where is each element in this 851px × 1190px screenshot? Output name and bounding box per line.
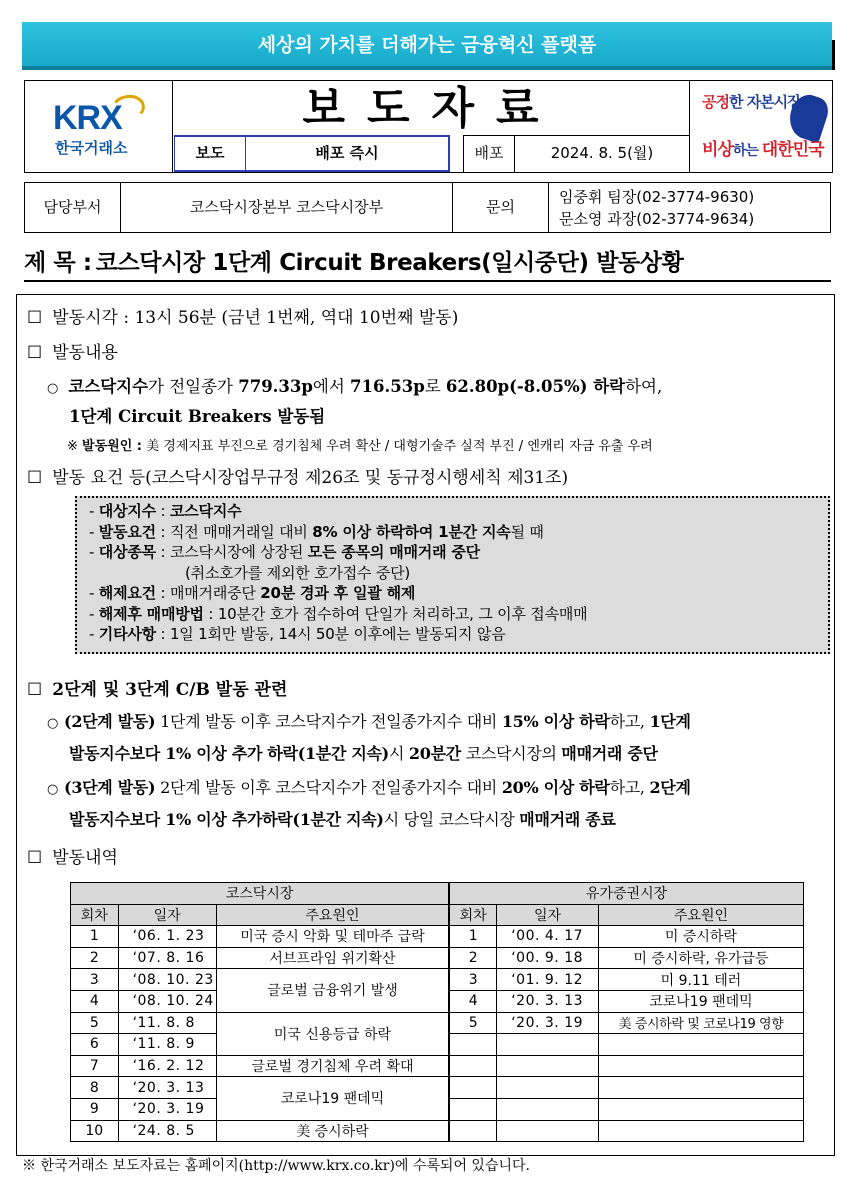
checkbox-square-icon: ☐ xyxy=(27,848,43,868)
table-row xyxy=(71,1012,804,1034)
history-heading xyxy=(27,843,118,868)
stage2-line2 xyxy=(69,741,658,764)
col-cause: 주요원인 xyxy=(598,904,803,926)
krx-name: 한국거래소 xyxy=(55,139,128,157)
table-row xyxy=(71,947,804,969)
slogan-line2-b: 하는 xyxy=(732,143,762,159)
empty-cell xyxy=(449,1034,497,1056)
cond-target-note: (취소호가를 제외한 호가접수 중단) xyxy=(185,563,411,582)
kosdaq-no: 4 xyxy=(71,990,119,1012)
kosdaq-cause: 코로나19 팬데믹 xyxy=(216,1077,449,1120)
requirement-heading xyxy=(27,463,568,488)
table-row xyxy=(71,969,804,991)
bodo-label: 보도 xyxy=(174,135,246,172)
cond-req-label: 발동요건 xyxy=(98,522,156,541)
kosdaq-cause: 글로벌 경기침체 우려 확대 xyxy=(216,1055,449,1077)
table-row xyxy=(71,1077,804,1099)
slogan-cell xyxy=(689,81,832,172)
stage2-text-d: 하고, xyxy=(609,712,650,731)
stage2-text-e: 1단계 xyxy=(649,712,691,731)
kosdaq-date: ‘11. 8. 9 xyxy=(118,1034,216,1056)
stage3-line1 xyxy=(47,775,691,798)
baepo-label: 배포 xyxy=(463,135,515,172)
release-date: 2024. 8. 5(월) xyxy=(515,135,689,172)
kosdaq-no: 10 xyxy=(71,1120,119,1142)
kosdaq-no: 5 xyxy=(71,1012,119,1034)
cond-release: - 해제요건 : 매매거래중단 20분 경과 후 일괄 해제 xyxy=(89,584,416,602)
content-text-f: 로 xyxy=(424,377,446,396)
empty-cell xyxy=(497,1055,599,1077)
kospi-date: ‘01. 9. 12 xyxy=(497,969,599,991)
stage2-text-b: 1단계 발동 이후 코스닥지수가 전일종가지수 대비 xyxy=(155,712,502,731)
table-row xyxy=(71,1055,804,1077)
col-date: 일자 xyxy=(118,904,216,926)
circle-bullet-icon: ○ xyxy=(47,381,59,396)
stage3-text-b: 2단계 발동 이후 코스닥지수가 전일종가지수 대비 xyxy=(155,778,502,797)
empty-cell xyxy=(449,1120,497,1142)
dept-label: 담당부서 xyxy=(25,183,121,232)
note-mark: ※ xyxy=(67,439,78,454)
slogan-line1-a: 공정 xyxy=(702,93,729,111)
circle-bullet-icon: ○ xyxy=(47,716,59,731)
stage-heading-text: 2단계 및 3단계 C/B 발동 관련 xyxy=(52,680,288,700)
kosdaq-no: 1 xyxy=(71,926,119,948)
content-text-b: 가 전일종가 xyxy=(148,377,239,396)
table-row xyxy=(71,926,804,948)
release-timing: 배포 즉시 xyxy=(246,135,450,172)
kosdaq-cause: 글로벌 금융위기 발생 xyxy=(216,969,449,1012)
stage2-l2-d: 코스닥시장의 xyxy=(460,744,562,763)
slogan-line1 xyxy=(702,91,805,112)
kospi-title: 유가증권시장 xyxy=(449,883,803,905)
circle-bullet-icon: ○ xyxy=(47,782,59,797)
cond-index-label: 대상지수 xyxy=(98,502,156,520)
cause-label: 발동원인 : xyxy=(82,439,143,454)
stage2-l2-a: 발동지수보다 1% 이상 추가 하락(1분간 지속) xyxy=(69,744,389,763)
cond-target: - 대상종목 : 코스닥시장에 상장된 모든 종목의 매매거래 중단 xyxy=(89,543,480,561)
kospi-no: 2 xyxy=(449,947,497,969)
stage3-text-e: 2단계 xyxy=(649,778,691,797)
cond-after-label: 해제후 매매방법 xyxy=(98,604,204,623)
contact-1: 임중휘 팀장(02-3774-9630) xyxy=(559,188,755,206)
empty-cell xyxy=(598,1055,803,1077)
kosdaq-no: 2 xyxy=(71,947,119,969)
subject-prefix: 제 목 : xyxy=(24,250,92,276)
content-detail-line2: 1단계 Circuit Breakers 발동됨 xyxy=(69,407,326,426)
drop-value: 62.80p(-8.05%) 하락 xyxy=(445,377,626,396)
kosdaq-date: ‘11. 8. 8 xyxy=(118,1012,216,1034)
kospi-date: ‘00. 9. 18 xyxy=(497,947,599,969)
cond-requirement: - 발동요건 : 직전 매매거래일 대비 8% 이상 하락하여 1분간 지속될 때 xyxy=(89,522,544,541)
trigger-cause xyxy=(67,435,653,454)
kosdaq-date: ‘08. 10. 24 xyxy=(118,990,216,1012)
empty-cell xyxy=(449,1098,497,1120)
current-value: 716.53p xyxy=(350,377,425,396)
kosdaq-no: 7 xyxy=(71,1055,119,1077)
kosdaq-date: ‘20. 3. 13 xyxy=(118,1077,216,1099)
checkbox-square-icon: ☐ xyxy=(27,468,43,488)
content-detail-line1 xyxy=(47,373,662,397)
kospi-cause: 미 증시하락 xyxy=(598,926,803,948)
checkbox-square-icon: ☐ xyxy=(27,308,43,328)
subject-line xyxy=(24,244,831,282)
kospi-cause: 美 증시하락 및 코로나19 영향 xyxy=(598,1012,803,1034)
cond-release-a: 매매거래중단 xyxy=(169,584,261,602)
cond-etc-value: 1일 1회만 발동, 14시 50분 이후에는 발동되지 않음 xyxy=(169,625,506,643)
slogan-line2-c: 대한민국 xyxy=(761,140,824,160)
stage2-line1 xyxy=(47,709,691,732)
kospi-no: 3 xyxy=(449,969,497,991)
cond-release-b: 20분 경과 후 일괄 해제 xyxy=(260,584,416,602)
kospi-date: ‘20. 3. 19 xyxy=(497,1012,599,1034)
table-row xyxy=(71,883,804,905)
empty-cell xyxy=(598,1098,803,1120)
kosdaq-no: 9 xyxy=(71,1098,119,1120)
cond-req-b: 8% 이상 하락하여 1분간 지속 xyxy=(312,522,511,541)
table-row xyxy=(71,904,804,926)
kospi-no: 5 xyxy=(449,1012,497,1034)
content-body xyxy=(16,294,835,1156)
stage2-l2-c: 20분간 xyxy=(408,744,461,763)
cond-after-value: 10분간 호가 접수하여 단일가 처리하고, 그 이후 접속매매 xyxy=(217,604,588,623)
page-title: 보도자료 xyxy=(302,83,561,134)
content-heading xyxy=(27,338,118,363)
cond-target-label: 대상종목 xyxy=(98,543,156,561)
cond-index: - 대상지수 : 코스닥지수 xyxy=(89,502,242,520)
kospi-date: ‘00. 4. 17 xyxy=(497,926,599,948)
kosdaq-date: ‘08. 10. 23 xyxy=(118,969,216,991)
krx-logo: KRX xyxy=(53,99,122,137)
checkbox-square-icon: ☐ xyxy=(27,343,43,363)
press-release-header xyxy=(24,80,833,173)
cond-etc-label: 기타사항 xyxy=(98,625,156,643)
cond-target-b: 모든 종목의 매매거래 중단 xyxy=(307,543,480,561)
empty-cell xyxy=(497,1034,599,1056)
empty-cell xyxy=(598,1077,803,1099)
kosdaq-date: ‘24. 8. 5 xyxy=(118,1120,216,1142)
stage-heading xyxy=(27,675,287,700)
col-no: 회차 xyxy=(71,904,119,926)
prev-close-value: 779.33p xyxy=(238,377,313,396)
kospi-cause: 미 증시하락, 유가급등 xyxy=(598,947,803,969)
kosdaq-cause: 미국 증시 악화 및 테마주 급락 xyxy=(216,926,449,948)
banner-edge-divider xyxy=(832,40,835,70)
release-info-row xyxy=(174,135,689,172)
banner-slogan: 세상의 가치를 더해가는 금융혁신 플랫폼 xyxy=(257,34,597,56)
kosdaq-date: ‘06. 1. 23 xyxy=(118,926,216,948)
kospi-no: 4 xyxy=(449,990,497,1012)
stage3-text-c: 20% 이상 하락 xyxy=(501,778,610,797)
cond-etc: - 기타사항 : 1일 1회만 발동, 14시 50분 이후에는 발동되지 않음 xyxy=(89,625,506,643)
kosdaq-no: 6 xyxy=(71,1034,119,1056)
logo-cell xyxy=(25,81,173,172)
empty-cell xyxy=(449,1055,497,1077)
history-heading-text: 발동내역 xyxy=(52,848,118,868)
empty-cell xyxy=(598,1034,803,1056)
content-heading-text: 발동내용 xyxy=(52,343,118,363)
stage2-text-c: 15% 이상 하락 xyxy=(501,712,610,731)
content-text-d: 에서 xyxy=(312,377,351,396)
kosdaq-cause: 서브프라임 위기확산 xyxy=(216,947,449,969)
kospi-date: ‘20. 3. 13 xyxy=(497,990,599,1012)
kosdaq-date: ‘20. 3. 19 xyxy=(118,1098,216,1120)
trigger-time xyxy=(27,303,458,328)
checkbox-square-icon: ☐ xyxy=(27,680,43,700)
cond-index-value: 코스닥지수 xyxy=(169,502,242,520)
stage3-l2-c: 매매거래 종료 xyxy=(519,810,616,829)
content-text-h: 하여, xyxy=(625,377,663,396)
empty-cell xyxy=(497,1077,599,1099)
col-no: 회차 xyxy=(449,904,497,926)
cond-release-label: 해제요건 xyxy=(98,584,156,602)
kosdaq-date: ‘07. 8. 16 xyxy=(118,947,216,969)
cond-req-c: 될 때 xyxy=(510,522,544,541)
footnote: ※ 한국거래소 보도자료는 홈페이지(http://www.krx.co.kr)에 수록되어 있습니다. xyxy=(22,1158,530,1174)
history-table xyxy=(70,882,804,1142)
empty-cell xyxy=(598,1120,803,1142)
stage3-text-d: 하고, xyxy=(609,778,650,797)
kosdaq-no: 8 xyxy=(71,1077,119,1099)
kosdaq-cause: 미국 신용등급 하락 xyxy=(216,1012,449,1055)
kosdaq-cause: 美 증시하락 xyxy=(216,1120,449,1142)
kospi-cause: 미 9.11 테러 xyxy=(598,969,803,991)
requirement-heading-text: 발동 요건 등(코스닥시장업무규정 제26조 및 동규정시행세칙 제31조) xyxy=(52,468,569,488)
cause-text: 美 경제지표 부진으로 경기침체 우려 확산 / 대형기술주 실적 부진 / 엔캐리 자금 유출 우려 xyxy=(142,439,653,454)
kospi-no: 1 xyxy=(449,926,497,948)
subject-text: 코스닥시장 1단계 Circuit Breakers(일시중단) 발동상황 xyxy=(95,250,684,276)
kospi-cause: 코로나19 팬데믹 xyxy=(598,990,803,1012)
conditions-box xyxy=(75,496,830,654)
stage2-l2-e: 매매거래 중단 xyxy=(561,744,658,763)
empty-cell xyxy=(497,1120,599,1142)
trigger-time-text: 발동시각 : 13시 56분 (금년 1번째, 역대 10번째 발동) xyxy=(52,308,459,328)
kosdaq-index-text: 코스닥지수 xyxy=(68,377,149,396)
department-info xyxy=(24,182,831,233)
empty-cell xyxy=(449,1077,497,1099)
cond-target-a: 코스닥시장에 상장된 xyxy=(169,543,308,561)
slogan-line1-b: 한 자본시장, xyxy=(728,93,806,111)
col-date: 일자 xyxy=(497,904,599,926)
empty-cell xyxy=(497,1098,599,1120)
slogan-line2-a: 비상 xyxy=(702,140,733,160)
cond-after: - 해제후 매매방법 : 10분간 호가 접수하여 단일가 처리하고, 그 이후 접속매매 xyxy=(89,604,588,623)
inquiry-label: 문의 xyxy=(453,183,549,232)
kosdaq-title: 코스닥시장 xyxy=(71,883,450,905)
col-cause: 주요원인 xyxy=(216,904,449,926)
contact-2: 문소영 과장(02-3774-9634) xyxy=(559,210,755,228)
top-banner xyxy=(22,22,832,70)
cond-req-a: 직전 매매거래일 대비 xyxy=(169,522,313,541)
table-row xyxy=(71,1120,804,1142)
kosdaq-no: 3 xyxy=(71,969,119,991)
stage3-l2-b: 시 당일 코스닥시장 xyxy=(383,810,520,829)
contact-info xyxy=(549,183,830,232)
stage3-label: (3단계 발동) xyxy=(64,778,156,797)
slogan-line2 xyxy=(702,135,824,160)
kosdaq-date: ‘16. 2. 12 xyxy=(118,1055,216,1077)
stage2-l2-b: 시 xyxy=(388,744,409,763)
stage2-label: (2단계 발동) xyxy=(64,712,156,731)
stage3-l2-a: 발동지수보다 1% 이상 추가하락(1분간 지속) xyxy=(69,810,384,829)
stage3-line2 xyxy=(69,807,616,830)
dept-value: 코스닥시장본부 코스닥시장부 xyxy=(121,183,453,232)
